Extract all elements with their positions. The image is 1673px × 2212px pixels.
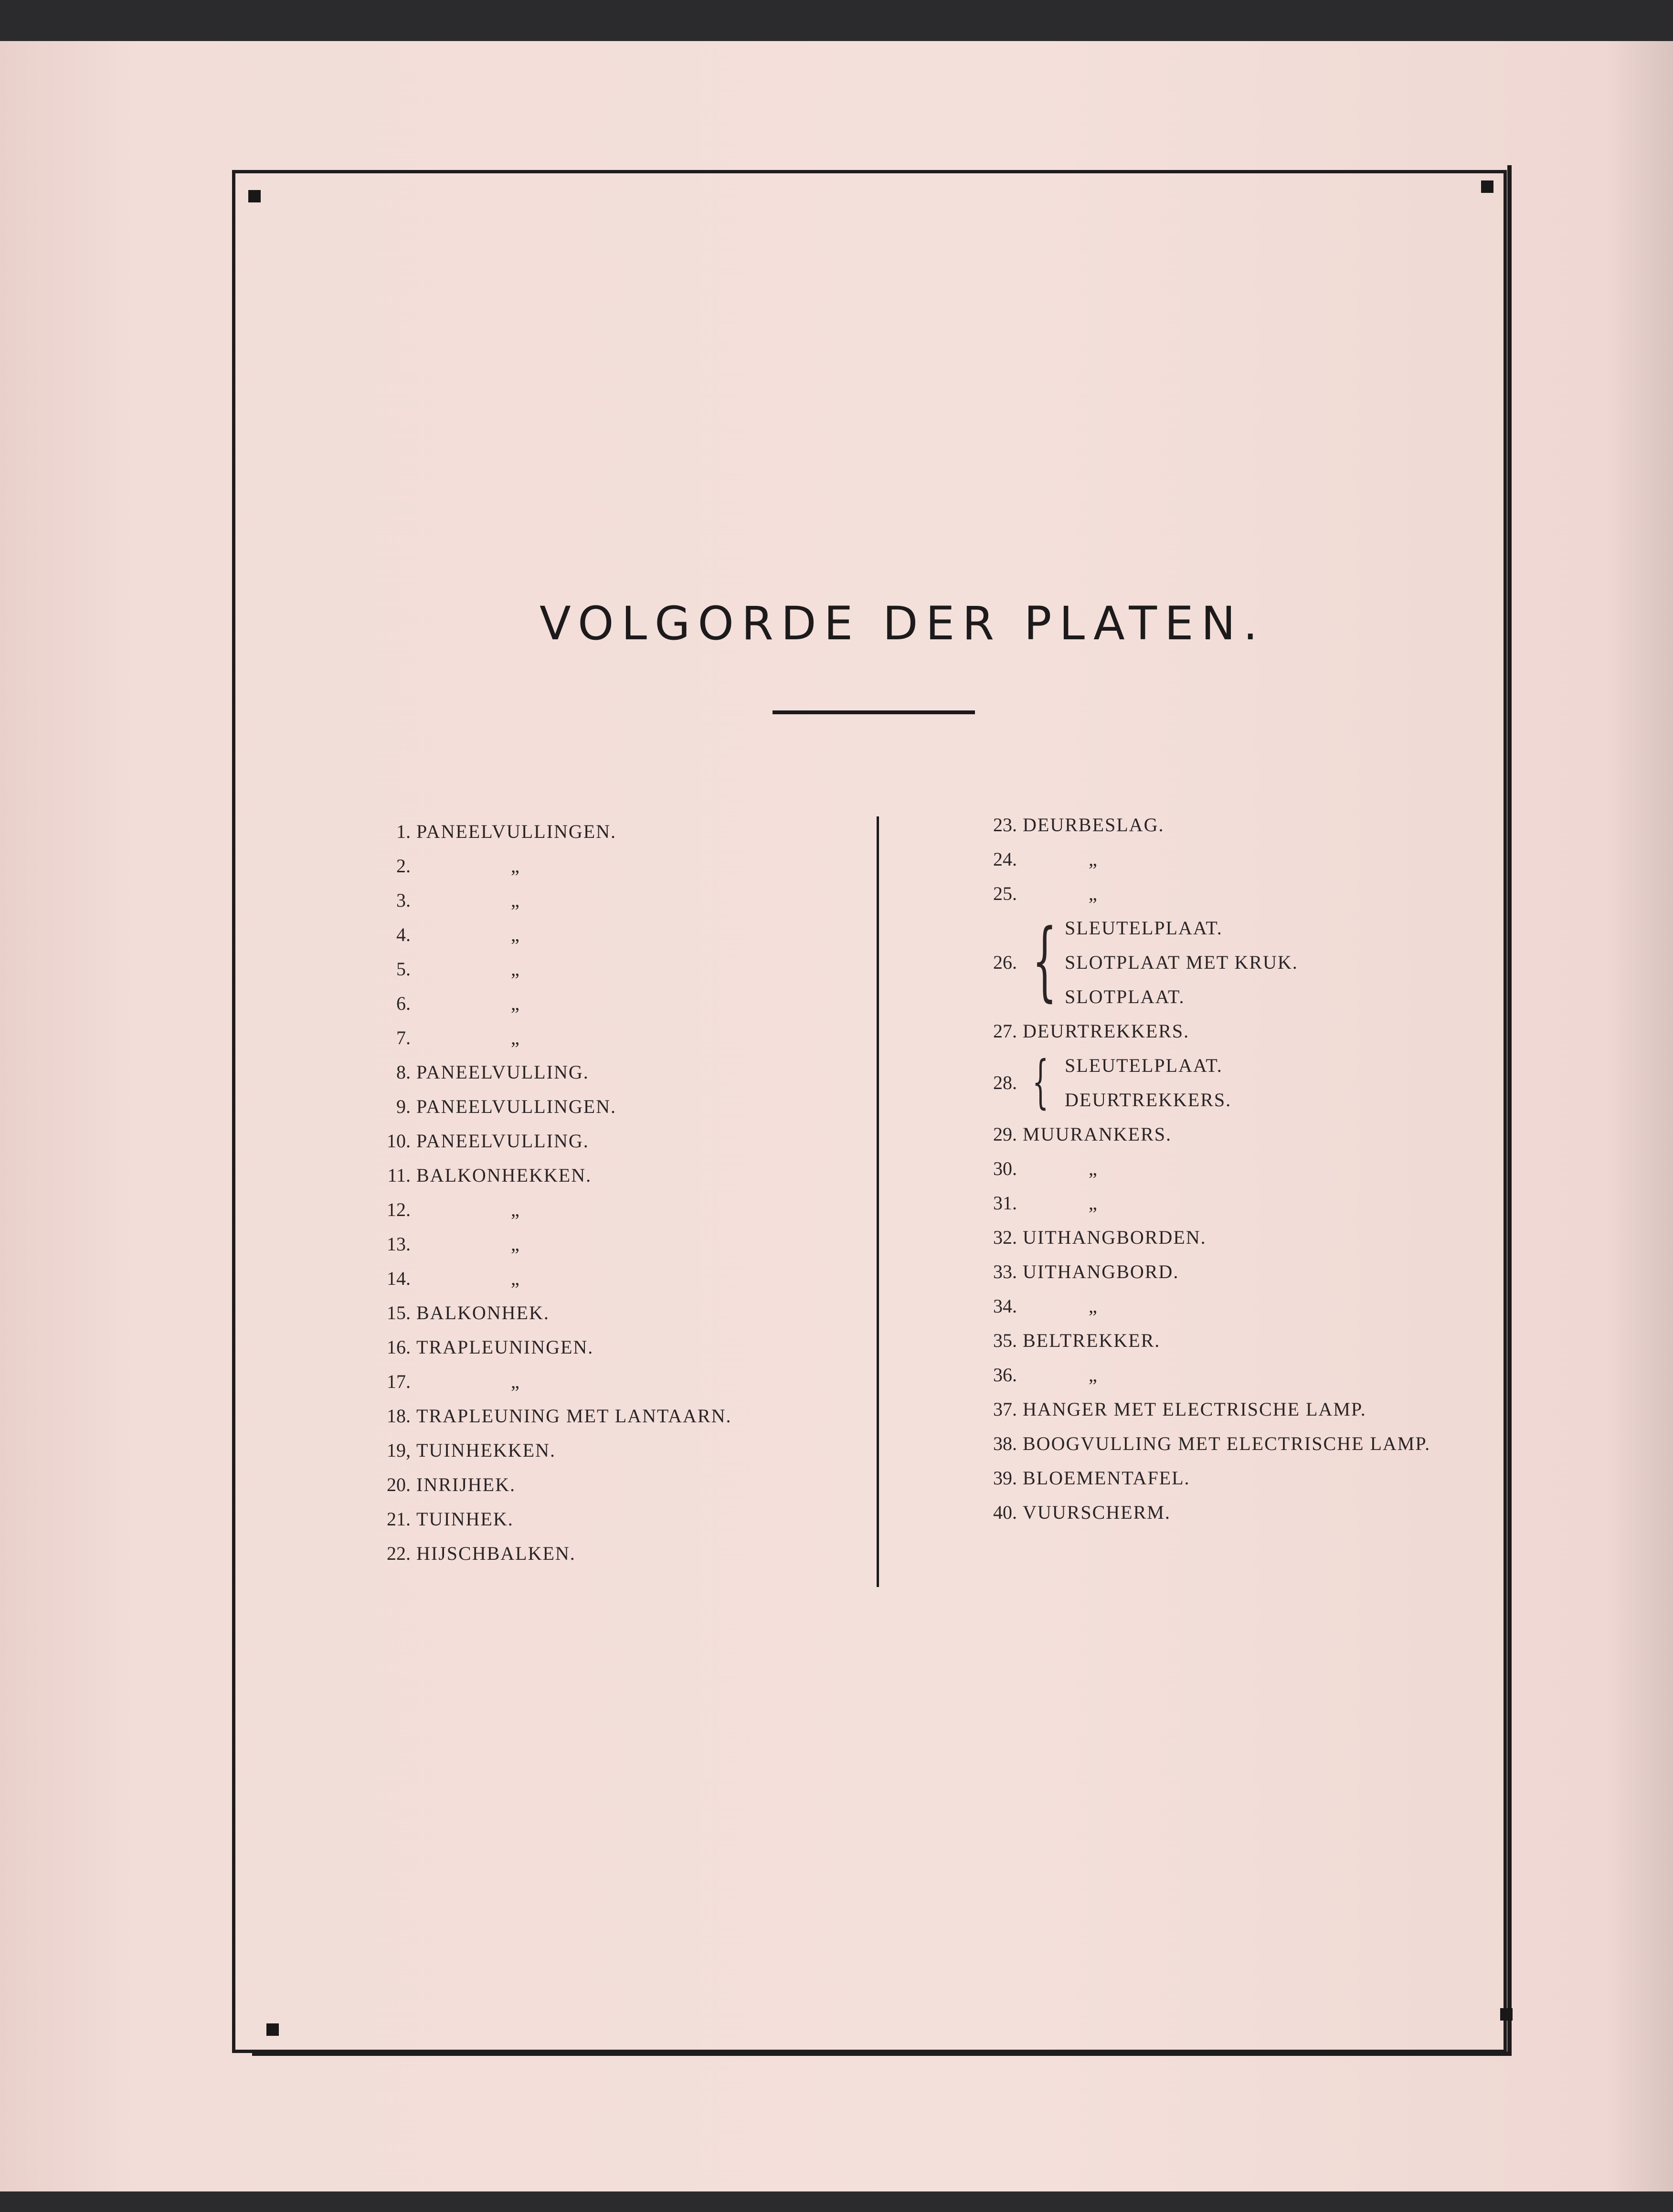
plate-number: 11. <box>387 1164 411 1186</box>
page-title: VOLGORDE DER PLATEN. <box>540 597 1265 650</box>
plate-number: 30. <box>993 1158 1017 1179</box>
plate-number: 40. <box>993 1502 1017 1523</box>
plate-number: 20. <box>387 1474 411 1495</box>
grouping-brace: { <box>1032 911 1057 1011</box>
plate-title: SLEUTELPLAAT. <box>1065 1055 1223 1076</box>
ditto-mark: „ <box>1089 1158 1097 1179</box>
plate-title: BALKONHEK. <box>416 1302 550 1323</box>
plate-title: BALKONHEKKEN. <box>416 1164 592 1186</box>
ditto-mark: „ <box>511 1233 519 1255</box>
plate-title: DEURTREKKERS. <box>1065 1089 1232 1111</box>
ditto-mark: „ <box>511 958 519 980</box>
plate-title: UITHANGBORD. <box>1023 1261 1179 1282</box>
plate-number: 15. <box>387 1302 411 1323</box>
plate-number: 8. <box>396 1061 411 1083</box>
title-underline-rule <box>773 710 975 714</box>
plate-title: VUURSCHERM. <box>1023 1502 1171 1523</box>
ditto-mark: „ <box>511 993 519 1014</box>
ditto-mark: „ <box>511 924 519 945</box>
grouping-brace: { <box>1032 1049 1049 1115</box>
column-divider <box>877 816 879 1587</box>
plate-title: PANEELVULLING. <box>416 1130 589 1152</box>
plate-title: BOOGVULLING MET ELECTRISCHE LAMP. <box>1023 1433 1431 1454</box>
plate-number: 34. <box>993 1295 1017 1317</box>
ditto-mark: „ <box>511 1371 519 1392</box>
plate-number: 37. <box>993 1398 1017 1420</box>
ditto-mark: „ <box>511 855 519 877</box>
plate-number: 28. <box>993 1072 1017 1093</box>
plate-number: 3. <box>396 889 411 911</box>
plate-number: 1. <box>396 821 411 842</box>
plate-number: 2. <box>396 855 411 877</box>
scan-bottom-edge <box>0 2191 1673 2212</box>
ditto-mark: „ <box>511 1268 519 1289</box>
plate-number: 27. <box>993 1020 1017 1042</box>
plate-title: INRIJHEK. <box>416 1474 516 1495</box>
plate-number: 14. <box>387 1268 411 1289</box>
plate-number: 35. <box>993 1330 1017 1351</box>
plate-number: 7. <box>396 1027 411 1048</box>
plate-title: HANGER MET ELECTRISCHE LAMP. <box>1023 1398 1366 1420</box>
ditto-mark: „ <box>1089 1192 1097 1214</box>
plate-title: PANEELVULLING. <box>416 1061 589 1083</box>
corner-mark-bottom-left <box>266 2023 279 2036</box>
plate-number: 23. <box>993 814 1017 836</box>
plate-number: 9. <box>396 1096 411 1117</box>
plate-title: BELTREKKER. <box>1023 1330 1161 1351</box>
plate-title: UITHANGBORDEN. <box>1023 1227 1207 1248</box>
ditto-mark: „ <box>1089 1364 1097 1386</box>
plate-number: 18. <box>387 1405 411 1427</box>
plate-number: 17. <box>387 1371 411 1392</box>
plate-title: PANEELVULLINGEN. <box>416 1096 617 1117</box>
plate-number: 36. <box>993 1364 1017 1386</box>
plate-title: TUINHEK. <box>416 1508 514 1530</box>
plate-title: SLEUTELPLAAT. <box>1065 917 1223 939</box>
plate-title: TRAPLEUNING MET LANTAARN. <box>416 1405 732 1427</box>
plate-number: 32. <box>993 1227 1017 1248</box>
ditto-mark: „ <box>511 1199 519 1220</box>
plate-number: 33. <box>993 1261 1017 1282</box>
plate-number: 24. <box>993 848 1017 870</box>
corner-mark-bottom-right <box>1500 2008 1513 2021</box>
plate-number: 5. <box>396 958 411 980</box>
plate-number: 31. <box>993 1192 1017 1214</box>
plate-number: 39. <box>993 1467 1017 1489</box>
plate-title: PANEELVULLINGEN. <box>416 821 617 842</box>
corner-mark-top-left <box>248 190 261 202</box>
plate-number: 19, <box>387 1439 411 1461</box>
plate-number: 4. <box>396 924 411 945</box>
plate-number: 13. <box>387 1233 411 1255</box>
plate-number: 6. <box>396 993 411 1014</box>
plate-number: 10. <box>387 1130 411 1152</box>
scan-top-edge <box>0 0 1673 41</box>
plate-number: 21. <box>387 1508 411 1530</box>
ditto-mark: „ <box>1089 1295 1097 1317</box>
ditto-mark: „ <box>1089 883 1097 904</box>
plate-title: SLOTPLAAT MET KRUK. <box>1065 952 1298 973</box>
ditto-mark: „ <box>511 1027 519 1048</box>
plate-number: 38. <box>993 1433 1017 1454</box>
plate-number: 12. <box>387 1199 411 1220</box>
plate-title: TRAPLEUNINGEN. <box>416 1336 594 1358</box>
plate-title: DEURBESLAG. <box>1023 814 1165 836</box>
ditto-mark: „ <box>1089 848 1097 870</box>
plate-title: SLOTPLAAT. <box>1065 986 1185 1007</box>
plate-number: 22. <box>387 1543 411 1564</box>
plate-number: 29. <box>993 1123 1017 1145</box>
ditto-mark: „ <box>511 889 519 911</box>
plate-title: HIJSCHBALKEN. <box>416 1543 576 1564</box>
plate-title: TUINHEKKEN. <box>416 1439 556 1461</box>
plate-title: BLOEMENTAFEL. <box>1023 1467 1190 1489</box>
plate-number: 16. <box>387 1336 411 1358</box>
plate-number: 26. <box>993 952 1017 973</box>
corner-mark-top-right <box>1481 180 1493 193</box>
plate-title: DEURTREKKERS. <box>1023 1020 1190 1042</box>
plate-number: 25. <box>993 883 1017 904</box>
plate-title: MUURANKERS. <box>1023 1123 1172 1145</box>
